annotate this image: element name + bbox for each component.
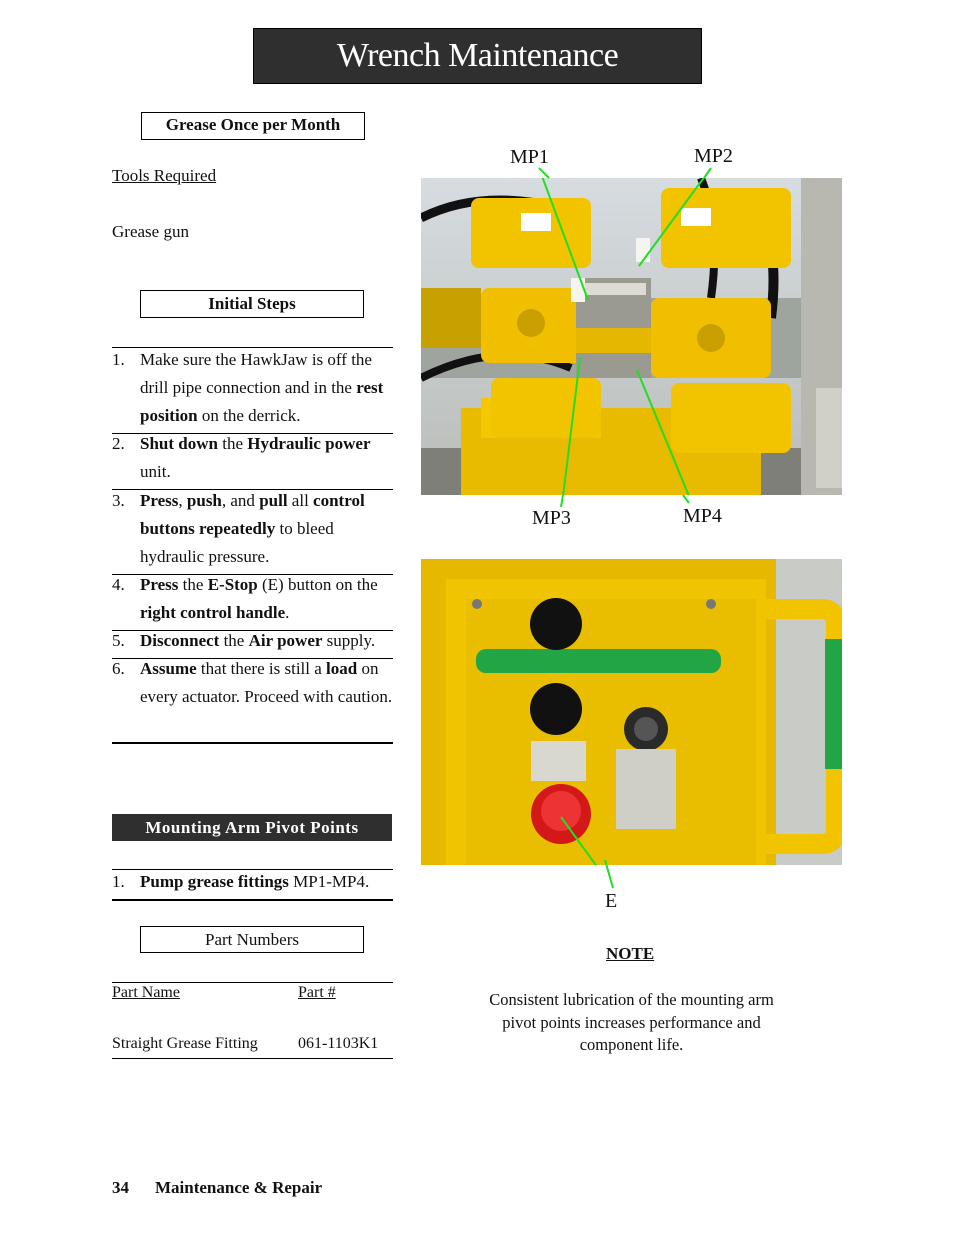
step-item	[112, 655, 393, 711]
step-item	[112, 571, 393, 627]
tool-item: Grease gun	[112, 222, 189, 241]
callout-mp4: MP4	[683, 505, 722, 527]
step-item	[112, 627, 393, 655]
step-number: 1.	[112, 350, 125, 369]
step-text: Disconnect the Air power supply.	[140, 631, 376, 650]
step-item	[112, 346, 393, 430]
note-text: Consistent lubrication of the mounting arm pivot points increases performance and component life.	[489, 990, 774, 1054]
step-number: 4.	[112, 575, 125, 594]
step-item	[112, 868, 393, 896]
grease-heading: Grease Once per Month	[141, 112, 365, 140]
step-rule	[112, 899, 393, 901]
control-handle-illustration	[421, 559, 842, 865]
initial-steps-heading: Initial Steps	[140, 290, 364, 318]
page-title: Wrench Maintenance	[253, 28, 702, 84]
callout-mp1: MP1	[510, 146, 549, 168]
step-text: Press, push, and pull all control buttons repeatedly to bleed hydraulic pressure.	[140, 491, 365, 566]
step-item	[112, 430, 393, 486]
footer-section: Maintenance & Repair	[155, 1178, 323, 1197]
parts-bottom-rule	[112, 1058, 393, 1059]
callout-mp3: MP3	[532, 507, 571, 529]
step-item	[112, 487, 393, 571]
tools-required-label: Tools Required	[112, 166, 217, 185]
step-text: Assume that there is still a load on every actuator. Proceed with caution.	[140, 659, 393, 706]
outer-callout-lines	[421, 140, 842, 530]
step-number: 3.	[112, 491, 125, 510]
control-handle-photo	[421, 559, 842, 865]
step-text: Press the E-Stop (E) button on the right control handle.	[140, 575, 378, 622]
parts-col-number: Part #	[298, 984, 336, 1001]
step-number: 5.	[112, 631, 125, 650]
step-text: Make sure the HawkJaw is off the drill pipe connection and in the rest position on the derrick.	[140, 350, 384, 425]
step-text: Pump grease fittings MP1-MP4.	[140, 872, 370, 891]
parts-top-rule	[112, 982, 393, 983]
step-text: Shut down the Hydraulic power unit.	[140, 434, 371, 481]
note-heading: NOTE	[606, 944, 655, 963]
step-number: 2.	[112, 434, 125, 453]
part-number-cell: 061-1103K1	[298, 1035, 379, 1052]
mounting-heading: Mounting Arm Pivot Points	[112, 814, 392, 841]
callout-e: E	[605, 890, 618, 912]
parts-col-name: Part Name	[112, 984, 180, 1001]
part-name-cell: Straight Grease Fitting	[112, 1035, 258, 1052]
footer-page-number: 34	[112, 1178, 129, 1197]
e-callout-extension	[595, 860, 615, 890]
callout-mp2: MP2	[694, 145, 733, 167]
step-number: 1.	[112, 872, 125, 891]
part-numbers-heading: Part Numbers	[140, 926, 364, 953]
step-number: 6.	[112, 659, 125, 678]
step-rule	[112, 742, 393, 744]
